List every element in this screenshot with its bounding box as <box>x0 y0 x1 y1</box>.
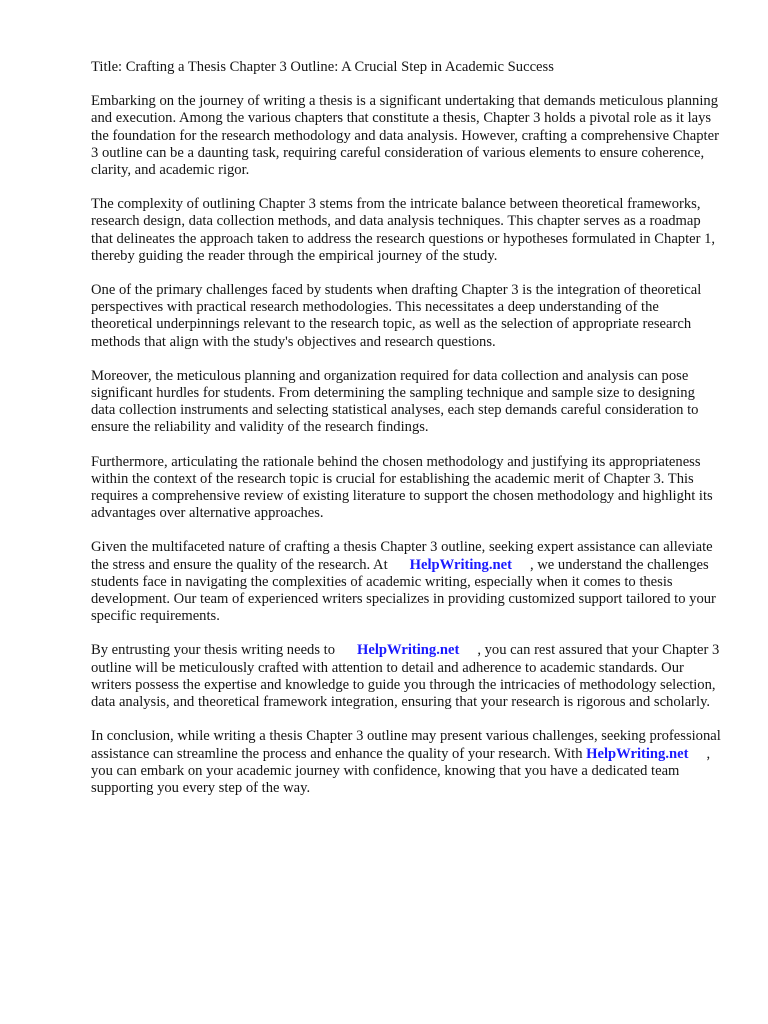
helpwriting-link-2[interactable]: HelpWriting.net <box>357 642 460 659</box>
paragraph-conclusion <box>91 728 721 797</box>
paragraph-entrusting-text-before: By entrusting your thesis writing needs to <box>91 642 336 659</box>
helpwriting-link-3[interactable]: HelpWriting.net <box>586 745 689 762</box>
paragraph-conclusion-text-after: , you can embark on your academic journey with confidence, knowing that you have a dedicated team supporting you every step of the way. <box>91 745 711 796</box>
paragraph-assistance-text-after: , we understand the challenges students face in navigating the complexities of academic writing, especially when it comes to thesis development. Our team of experienced writers specializes in providing customized support tailored to your specific requirements. <box>91 556 716 625</box>
helpwriting-link-1[interactable]: HelpWriting.net <box>409 556 512 573</box>
paragraph-assistance <box>91 539 721 625</box>
paragraph-intro: Embarking on the journey of writing a thesis is a significant undertaking that demands meticulous planning and execution. Among the various chapters that constitute a thesis, Chapter 3 holds a pivotal role as it lays the foundation for the research methodology and data analysis. However, crafting a comprehensive Chapter 3 outline can be a daunting task, requiring careful consideration of various elements to ensure coherence, clarity, and academic rigor. <box>91 93 719 179</box>
paragraph-entrusting <box>91 642 721 711</box>
document-page <box>91 59 721 814</box>
paragraph-challenges: One of the primary challenges faced by students when drafting Chapter 3 is the integration of theoretical perspectives with practical research methodologies. This necessitates a deep understanding of the theoretical underpinnings relevant to the research topic, as well as the selection of appropriate research methods that align with the study's objectives and research questions. <box>91 282 702 350</box>
paragraph-entrusting-text-after: , you can rest assured that your Chapter 3 outline will be meticulously crafted with attention to detail and adherence to academic standards. Our writers possess the expertise and knowledge to guide you through the intricacies of methodology selection, data analysis, and theoretical framework integration, ensuring that your research is rigorous and scholarly. <box>91 642 720 711</box>
paragraph-assistance-text-before: Given the multifaceted nature of crafting a thesis Chapter 3 outline, seeking expert assistance can alleviate the stress and ensure the quality of the research. At <box>91 539 713 573</box>
paragraph-rationale: Furthermore, articulating the rationale behind the chosen methodology and justifying its appropriateness within the context of the research topic is crucial for establishing the academic merit of Chapter 3. This requires a comprehensive review of existing literature to support the chosen methodology and highlight its advantages over alternative approaches. <box>91 453 713 522</box>
paragraph-complexity: The complexity of outlining Chapter 3 stems from the intricate balance between theoretical frameworks, research design, data collection methods, and data analysis techniques. This chapter serves as a roadmap that delineates the approach taken to address the research questions or hypotheses formulated in Chapter 1, thereby guiding the reader through the empirical journey of the study. <box>91 196 716 264</box>
paragraph-planning: Moreover, the meticulous planning and organization required for data collection and analysis can pose significant hurdles for students. From determining the sampling technique and sample size to designing data collection instruments and selecting statistical analyses, each step demands careful consideration to ensure the reliability and validity of the research findings. <box>91 367 699 436</box>
paragraph-conclusion-text-before: In conclusion, while writing a thesis Chapter 3 outline may present various challenges, seeking professional assistance can streamline the process and enhance the quality of your research. With <box>91 728 721 762</box>
document-title: Title: Crafting a Thesis Chapter 3 Outline: A Crucial Step in Academic Success <box>91 59 554 75</box>
